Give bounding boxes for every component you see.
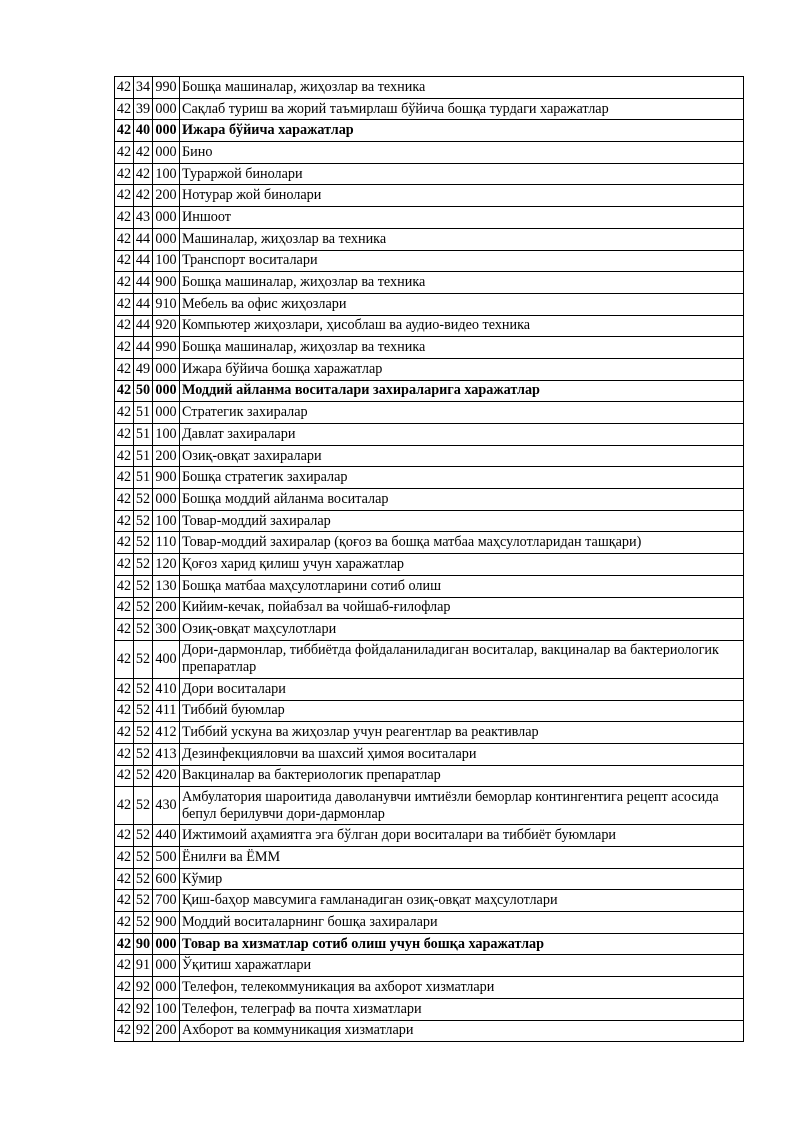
- code-item-cell: 000: [153, 98, 180, 120]
- description-cell: Мебель ва офис жиҳозлари: [180, 293, 744, 315]
- code-item-cell: 412: [153, 722, 180, 744]
- code-article-cell: 42: [134, 163, 153, 185]
- code-item-cell: 990: [153, 337, 180, 359]
- table-row: [115, 955, 744, 977]
- description-cell: Бошқа стратегик захиралар: [180, 467, 744, 489]
- description-cell: Бошқа машиналар, жиҳозлар ва техника: [180, 77, 744, 99]
- code-item-cell: 410: [153, 678, 180, 700]
- description-cell: Бошқа машиналар, жиҳозлар ва техника: [180, 337, 744, 359]
- code-group-cell: 42: [115, 358, 134, 380]
- code-group-cell: 42: [115, 722, 134, 744]
- table-row: [115, 933, 744, 955]
- code-item-cell: 000: [153, 142, 180, 164]
- code-article-cell: 91: [134, 955, 153, 977]
- description-cell: Вакциналар ва бактериологик препаратлар: [180, 765, 744, 787]
- code-article-cell: 92: [134, 998, 153, 1020]
- code-item-cell: 600: [153, 868, 180, 890]
- table-row: [115, 847, 744, 869]
- code-article-cell: 52: [134, 787, 153, 825]
- code-group-cell: 42: [115, 337, 134, 359]
- code-article-cell: 52: [134, 700, 153, 722]
- code-group-cell: 42: [115, 185, 134, 207]
- table-row: [115, 163, 744, 185]
- code-group-cell: 42: [115, 402, 134, 424]
- table-row: [115, 619, 744, 641]
- code-item-cell: 900: [153, 467, 180, 489]
- description-cell: Кийим-кечак, пойабзал ва чойшаб-ғилофлар: [180, 597, 744, 619]
- code-article-cell: 92: [134, 977, 153, 999]
- code-article-cell: 52: [134, 765, 153, 787]
- table-row: [115, 575, 744, 597]
- code-group-cell: 42: [115, 1020, 134, 1042]
- code-group-cell: 42: [115, 142, 134, 164]
- code-item-cell: 000: [153, 228, 180, 250]
- description-cell: Бино: [180, 142, 744, 164]
- code-article-cell: 40: [134, 120, 153, 142]
- code-item-cell: 100: [153, 163, 180, 185]
- code-group-cell: 42: [115, 575, 134, 597]
- code-group-cell: 42: [115, 293, 134, 315]
- code-item-cell: 100: [153, 424, 180, 446]
- table-row: [115, 207, 744, 229]
- table-row: [115, 743, 744, 765]
- code-group-cell: 42: [115, 510, 134, 532]
- description-cell: Товар-моддий захиралар (қоғоз ва бошқа матбаа маҳсулотларидан ташқари): [180, 532, 744, 554]
- table-row: [115, 293, 744, 315]
- code-item-cell: 420: [153, 765, 180, 787]
- code-article-cell: 52: [134, 489, 153, 511]
- code-group-cell: 42: [115, 228, 134, 250]
- code-article-cell: 52: [134, 575, 153, 597]
- code-article-cell: 92: [134, 1020, 153, 1042]
- code-item-cell: 000: [153, 358, 180, 380]
- code-group-cell: 42: [115, 250, 134, 272]
- code-item-cell: 000: [153, 977, 180, 999]
- code-article-cell: 52: [134, 619, 153, 641]
- code-group-cell: 42: [115, 619, 134, 641]
- description-cell: Моддий айланма воситалари захираларига харажатлар: [180, 380, 744, 402]
- description-cell: Амбулатория шароитида даволанувчи имтиёзли беморлар контингентига рецепт асосида бепул берилувчи дори-дармонлар: [180, 787, 744, 825]
- code-item-cell: 900: [153, 912, 180, 934]
- table-row: [115, 250, 744, 272]
- code-item-cell: 100: [153, 510, 180, 532]
- code-article-cell: 44: [134, 228, 153, 250]
- description-cell: Телефон, телеграф ва почта хизматлари: [180, 998, 744, 1020]
- code-group-cell: 42: [115, 489, 134, 511]
- code-group-cell: 42: [115, 207, 134, 229]
- code-item-cell: 130: [153, 575, 180, 597]
- description-cell: Товар ва хизматлар сотиб олиш учун бошқа харажатлар: [180, 933, 744, 955]
- description-cell: Қиш-баҳор мавсумига ғамланадиган озиқ-овқат маҳсулотлари: [180, 890, 744, 912]
- code-group-cell: 42: [115, 700, 134, 722]
- code-group-cell: 42: [115, 163, 134, 185]
- code-article-cell: 50: [134, 380, 153, 402]
- code-item-cell: 000: [153, 207, 180, 229]
- code-group-cell: 42: [115, 467, 134, 489]
- table-row: [115, 998, 744, 1020]
- code-article-cell: 42: [134, 142, 153, 164]
- description-cell: Машиналар, жиҳозлар ва техника: [180, 228, 744, 250]
- code-article-cell: 52: [134, 743, 153, 765]
- table-row: [115, 890, 744, 912]
- table-body: [115, 77, 744, 1042]
- table-row: [115, 489, 744, 511]
- code-item-cell: 000: [153, 402, 180, 424]
- table-row: [115, 467, 744, 489]
- code-item-cell: 000: [153, 489, 180, 511]
- description-cell: Ўқитиш харажатлари: [180, 955, 744, 977]
- code-group-cell: 42: [115, 977, 134, 999]
- description-cell: Давлат захиралари: [180, 424, 744, 446]
- code-group-cell: 42: [115, 380, 134, 402]
- table-row: [115, 272, 744, 294]
- code-article-cell: 52: [134, 912, 153, 934]
- code-group-cell: 42: [115, 445, 134, 467]
- code-item-cell: 200: [153, 597, 180, 619]
- description-cell: Сақлаб туриш ва жорий таъмирлаш бўйича бошқа турдаги харажатлар: [180, 98, 744, 120]
- code-article-cell: 52: [134, 510, 153, 532]
- code-article-cell: 34: [134, 77, 153, 99]
- table-row: [115, 532, 744, 554]
- code-group-cell: 42: [115, 868, 134, 890]
- table-row: [115, 678, 744, 700]
- code-group-cell: 42: [115, 554, 134, 576]
- code-article-cell: 52: [134, 868, 153, 890]
- table-row: [115, 228, 744, 250]
- code-article-cell: 52: [134, 640, 153, 678]
- code-article-cell: 52: [134, 532, 153, 554]
- code-group-cell: 42: [115, 765, 134, 787]
- code-article-cell: 52: [134, 597, 153, 619]
- code-article-cell: 90: [134, 933, 153, 955]
- code-group-cell: 42: [115, 77, 134, 99]
- description-cell: Товар-моддий захиралар: [180, 510, 744, 532]
- code-item-cell: 400: [153, 640, 180, 678]
- table-row: [115, 868, 744, 890]
- code-group-cell: 42: [115, 847, 134, 869]
- code-article-cell: 44: [134, 337, 153, 359]
- code-item-cell: 920: [153, 315, 180, 337]
- code-item-cell: 413: [153, 743, 180, 765]
- code-article-cell: 44: [134, 272, 153, 294]
- code-article-cell: 52: [134, 678, 153, 700]
- code-article-cell: 52: [134, 890, 153, 912]
- code-item-cell: 110: [153, 532, 180, 554]
- code-article-cell: 51: [134, 424, 153, 446]
- code-item-cell: 000: [153, 120, 180, 142]
- code-item-cell: 000: [153, 933, 180, 955]
- description-cell: Тиббий буюмлар: [180, 700, 744, 722]
- description-cell: Дезинфекцияловчи ва шахсий ҳимоя воситалари: [180, 743, 744, 765]
- code-article-cell: 52: [134, 825, 153, 847]
- table-row: [115, 77, 744, 99]
- description-cell: Дори воситалари: [180, 678, 744, 700]
- table-row: [115, 597, 744, 619]
- table-row: [115, 912, 744, 934]
- code-group-cell: 42: [115, 272, 134, 294]
- table-row: [115, 337, 744, 359]
- code-group-cell: 42: [115, 955, 134, 977]
- code-group-cell: 42: [115, 825, 134, 847]
- table-row: [115, 825, 744, 847]
- document-page: [114, 76, 744, 1042]
- code-item-cell: 000: [153, 380, 180, 402]
- description-cell: Нотурар жой бинолари: [180, 185, 744, 207]
- description-cell: Кўмир: [180, 868, 744, 890]
- description-cell: Иншоот: [180, 207, 744, 229]
- code-article-cell: 52: [134, 722, 153, 744]
- code-group-cell: 42: [115, 912, 134, 934]
- description-cell: Ижара бўйича харажатлар: [180, 120, 744, 142]
- code-item-cell: 700: [153, 890, 180, 912]
- description-cell: Моддий воситаларнинг бошқа захиралари: [180, 912, 744, 934]
- code-article-cell: 42: [134, 185, 153, 207]
- code-article-cell: 43: [134, 207, 153, 229]
- table-row: [115, 765, 744, 787]
- code-group-cell: 42: [115, 315, 134, 337]
- table-row: [115, 185, 744, 207]
- code-item-cell: 100: [153, 250, 180, 272]
- table-row: [115, 142, 744, 164]
- code-group-cell: 42: [115, 424, 134, 446]
- code-group-cell: 42: [115, 787, 134, 825]
- table-row: [115, 445, 744, 467]
- description-cell: Озиқ-овқат захиралари: [180, 445, 744, 467]
- description-cell: Ижтимоий аҳамиятга эга бўлган дори воситалари ва тиббиёт буюмлари: [180, 825, 744, 847]
- table-row: [115, 700, 744, 722]
- description-cell: Стратегик захиралар: [180, 402, 744, 424]
- description-cell: Дори-дармонлар, тиббиётда фойдаланиладиган воситалар, вакциналар ва бактериологик препаратлар: [180, 640, 744, 678]
- code-item-cell: 440: [153, 825, 180, 847]
- description-cell: Бошқа моддий айланма воситалар: [180, 489, 744, 511]
- code-item-cell: 300: [153, 619, 180, 641]
- table-row: [115, 787, 744, 825]
- table-row: [115, 722, 744, 744]
- code-item-cell: 200: [153, 185, 180, 207]
- code-article-cell: 44: [134, 250, 153, 272]
- code-group-cell: 42: [115, 678, 134, 700]
- description-cell: Ёнилғи ва ЁММ: [180, 847, 744, 869]
- code-item-cell: 200: [153, 445, 180, 467]
- table-row: [115, 640, 744, 678]
- code-item-cell: 500: [153, 847, 180, 869]
- code-group-cell: 42: [115, 597, 134, 619]
- code-item-cell: 900: [153, 272, 180, 294]
- code-group-cell: 42: [115, 743, 134, 765]
- description-cell: Қоғоз харид қилиш учун харажатлар: [180, 554, 744, 576]
- code-article-cell: 51: [134, 467, 153, 489]
- description-cell: Бошқа машиналар, жиҳозлар ва техника: [180, 272, 744, 294]
- description-cell: Телефон, телекоммуникация ва ахборот хизматлари: [180, 977, 744, 999]
- code-article-cell: 51: [134, 445, 153, 467]
- table-row: [115, 977, 744, 999]
- code-item-cell: 910: [153, 293, 180, 315]
- code-group-cell: 42: [115, 98, 134, 120]
- table-row: [115, 402, 744, 424]
- table-row: [115, 1020, 744, 1042]
- code-item-cell: 200: [153, 1020, 180, 1042]
- description-cell: Бошқа матбаа маҳсулотларини сотиб олиш: [180, 575, 744, 597]
- code-group-cell: 42: [115, 120, 134, 142]
- code-article-cell: 44: [134, 315, 153, 337]
- table-row: [115, 358, 744, 380]
- budget-classification-table: [114, 76, 744, 1042]
- code-article-cell: 44: [134, 293, 153, 315]
- code-item-cell: 000: [153, 955, 180, 977]
- table-row: [115, 98, 744, 120]
- code-group-cell: 42: [115, 890, 134, 912]
- code-group-cell: 42: [115, 933, 134, 955]
- code-article-cell: 51: [134, 402, 153, 424]
- description-cell: Ахборот ва коммуникация хизматлари: [180, 1020, 744, 1042]
- code-article-cell: 52: [134, 847, 153, 869]
- table-row: [115, 554, 744, 576]
- table-row: [115, 424, 744, 446]
- code-group-cell: 42: [115, 998, 134, 1020]
- code-article-cell: 52: [134, 554, 153, 576]
- code-item-cell: 411: [153, 700, 180, 722]
- description-cell: Компьютер жиҳозлари, ҳисоблаш ва аудио-видео техника: [180, 315, 744, 337]
- description-cell: Тураржой бинолари: [180, 163, 744, 185]
- code-item-cell: 120: [153, 554, 180, 576]
- table-row: [115, 315, 744, 337]
- table-row: [115, 510, 744, 532]
- code-item-cell: 100: [153, 998, 180, 1020]
- description-cell: Ижара бўйича бошқа харажатлар: [180, 358, 744, 380]
- code-item-cell: 430: [153, 787, 180, 825]
- code-group-cell: 42: [115, 640, 134, 678]
- description-cell: Транспорт воситалари: [180, 250, 744, 272]
- code-item-cell: 990: [153, 77, 180, 99]
- code-article-cell: 49: [134, 358, 153, 380]
- code-group-cell: 42: [115, 532, 134, 554]
- table-row: [115, 120, 744, 142]
- description-cell: Озиқ-овқат маҳсулотлари: [180, 619, 744, 641]
- code-article-cell: 39: [134, 98, 153, 120]
- table-row: [115, 380, 744, 402]
- description-cell: Тиббий ускуна ва жиҳозлар учун реагентлар ва реактивлар: [180, 722, 744, 744]
